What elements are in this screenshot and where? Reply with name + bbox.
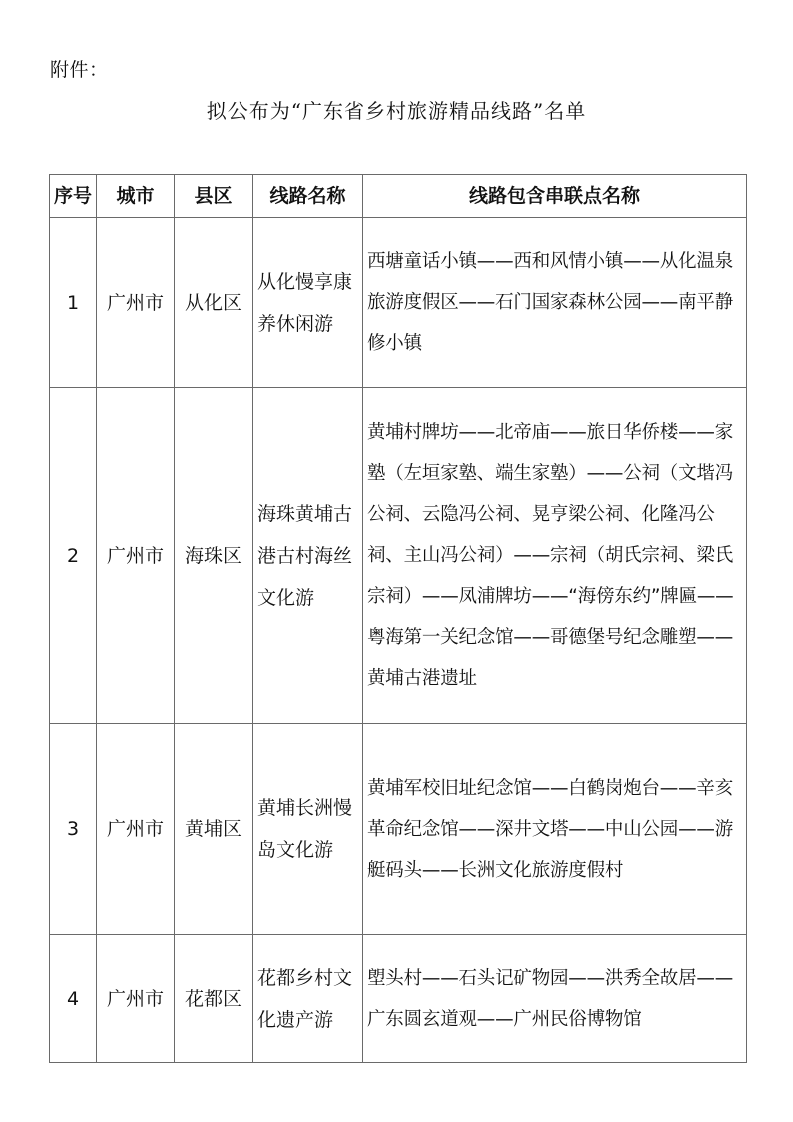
cell-route-name: 海珠黄埔古港古村海丝文化游 [253,388,363,724]
cell-district: 花都区 [175,935,253,1063]
table-row [50,935,747,1063]
cell-district: 黄埔区 [175,724,253,935]
cell-city: 广州市 [97,724,175,935]
table-row [50,388,747,724]
cell-route-name: 从化慢享康养休闲游 [253,218,363,388]
attachment-label: 附件： [50,59,109,81]
cell-no: 4 [50,935,97,1063]
cell-no: 3 [50,724,97,935]
cell-district: 海珠区 [175,388,253,724]
cell-city: 广州市 [97,218,175,388]
cell-no: 2 [50,388,97,724]
document-title: 拟公布为“广东省乡村旅游精品线路”名单 [206,99,587,123]
header-district: 县区 [175,175,253,218]
header-stops: 线路包含串联点名称 [363,175,747,218]
cell-stops: 西塘童话小镇——西和风情小镇——从化温泉旅游度假区——石门国家森林公园——南平静修小镇 [363,218,747,388]
cell-route-name: 花都乡村文化遗产游 [253,935,363,1063]
routes-table [49,174,747,1063]
header-no: 序号 [50,175,97,218]
table-header-row [50,175,747,218]
cell-stops: 黄埔军校旧址纪念馆——白鹤岗炮台——辛亥革命纪念馆——深井文塔——中山公园——游艇码头——长洲文化旅游度假村 [363,724,747,935]
cell-city: 广州市 [97,935,175,1063]
header-city: 城市 [97,175,175,218]
cell-stops: 黄埔村牌坊——北帝庙——旅日华侨楼——家塾（左垣家塾、端生家塾）——公祠（文堦冯公祠、云隐冯公祠、晃亨梁公祠、化隆冯公祠、主山冯公祠）——宗祠（胡氏宗祠、梁氏宗祠）——凤浦牌坊——“海傍东约”牌匾——粤海第一关纪念馆——哥德堡号纪念雕塑——黄埔古港遗址 [363,388,747,724]
cell-district: 从化区 [175,218,253,388]
cell-city: 广州市 [97,388,175,724]
header-route-name: 线路名称 [253,175,363,218]
cell-stops: 塱头村——石头记矿物园——洪秀全故居——广东圆玄道观——广州民俗博物馆 [363,935,747,1063]
table-row [50,218,747,388]
cell-no: 1 [50,218,97,388]
cell-route-name: 黄埔长洲慢岛文化游 [253,724,363,935]
table-row [50,724,747,935]
